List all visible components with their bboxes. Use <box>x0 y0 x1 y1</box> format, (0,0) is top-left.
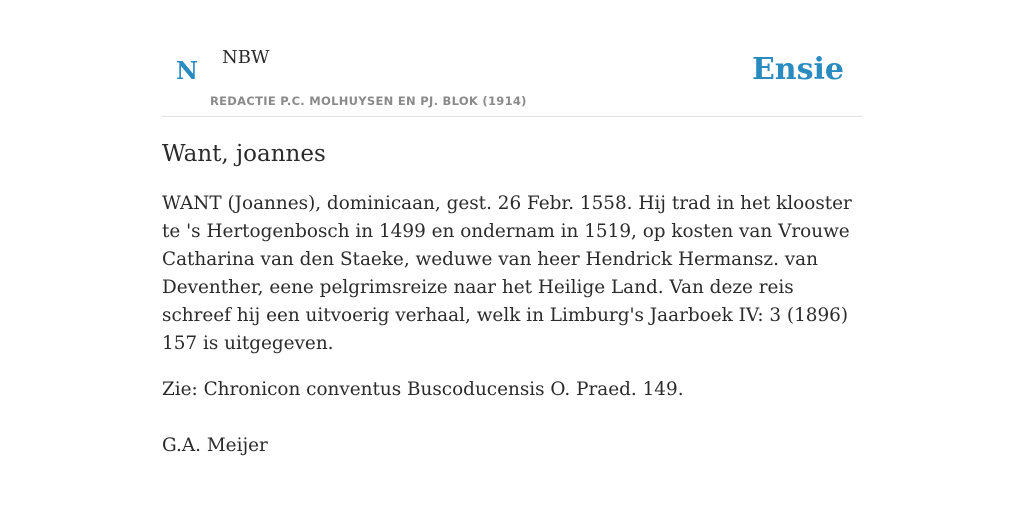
article-author: G.A. Meijer <box>162 435 268 456</box>
nbw-logo-mark[interactable]: N <box>176 56 198 85</box>
edition-subtitle: REDACTIE P.C. MOLHUYSEN EN PJ. BLOK (1914) <box>210 94 527 108</box>
article-reference: Zie: Chronicon conventus Buscoducensis O. Praed. 149. <box>162 379 684 400</box>
header <box>162 0 862 117</box>
article <box>162 134 866 460</box>
brand-name[interactable]: NBW <box>222 47 270 68</box>
ensie-logo-link[interactable]: Ensie <box>751 52 844 87</box>
article-title: Want, joannes <box>162 141 326 167</box>
article-body: WANT (Joannes), dominicaan, gest. 26 Febr. 1558. Hij trad in het klooster te 's Hertogenbosch in 1499 en ondernam in 1519, op kosten van Vrouwe Catharina van den Staeke, weduwe van heer Hendrick Hermansz. van Deventher, eene pelgrimsreize naar het Heilige Land. Van deze reis schreef hij een uitvoerig verhaal, welk in Limburg's Jaarboek IV: 3 (1896) 157 is uitgegeven. <box>162 193 852 354</box>
